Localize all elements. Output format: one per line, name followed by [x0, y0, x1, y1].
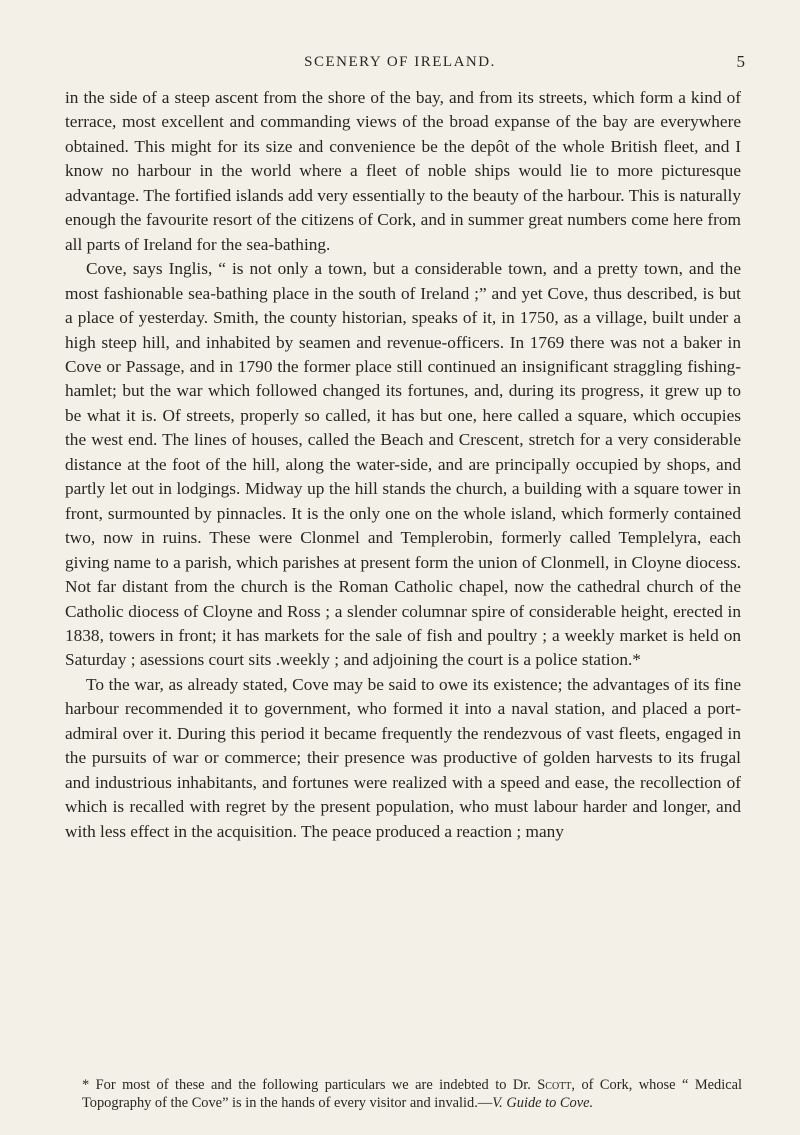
footnote-source: V. Guide to Cove.: [492, 1095, 594, 1111]
footnote-text: [82, 1076, 742, 1112]
body-text: [65, 86, 741, 844]
paragraph-1: in the side of a steep ascent from the shore of the bay, and from its streets, which form a kind of terrace, most excellent and commanding views of the broad expanse of the bay are everywhere obtained. This might for its size and convenience be the depôt of the whole British fleet, and I know no harbour in the world where a fleet of noble ships would lie to more picturesque advantage. The fortified islands add very essentially to the beauty of the harbour. This is naturally enough the favourite resort of the citizens of Cork, and in summer great numbers come here from all parts of Ireland for the sea-bathing.: [65, 88, 741, 254]
paragraph-2: Cove, says Inglis, “ is not only a town, but a considerable town, and a pretty town, and the most fashionable sea-bathing place in the south of Ireland ;” and yet Cove, thus described, is but a place of yesterday. Smith, the county historian, speaks of it, in 1750, as a village, built under a high steep hill, and inhabited by seamen and revenue-officers. In 1769 there was not a baker in Cove or Passage, and in 1790 the former place still continued an insignificant straggling fishing-hamlet; but the war which followed changed its fortunes, and, during its progress, it grew up to be what it is. Of streets, properly so called, it has but one, here called a square, which occupies the west end. The lines of houses, called the Beach and Crescent, stretch for a very considerable distance at the foot of the hill, along the water-side, and are principally occupied by shops, and partly let out in lodgings. Midway up the hill stands the church, a building with a square tower in front, surmounted by pinnacles. It is the only one on the whole island, which formerly contained two, now in ruins. These were Clonmel and Templerobin, formerly called Templelyra, each giving name to a parish, which parishes at present form the union of Clonmell, in Cloyne diocess. Not far distant from the church is the Roman Catholic chapel, now the cathedral church of the Catholic diocess of Cloyne and Ross ; a slender columnar spire of considerable height, erected in 1838, towers in front; it has markets for the sale of fish and poultry ; a weekly market is held on Saturday ; asessions court sits .weekly ; and adjoining the court is a police station.*: [65, 259, 741, 670]
footnote: [82, 1076, 742, 1112]
paragraph-3: To the war, as already stated, Cove may be said to owe its existence; the advantages of its fine harbour recommended it to government, who formed it into a naval station, and placed a port-admiral over it. During this period it became frequently the rendezvous of vast fleets, engaged in the pursuits of war or commerce; their presence was productive of golden harvests to its frugal and industrious inhabitants, and fortunes were realized with a speed and ease, the recollection of which is recalled with regret by the present population, who must labour harder and longer, and with less effect in the acquisition. The peace produced a reaction ; many: [65, 674, 741, 841]
footnote-author-name: Scott: [537, 1077, 572, 1093]
page-number: 5: [736, 52, 745, 71]
footnote-text-after-name: , of Cork, whose “ Medical Topography of the Cove” is in the hands of every visitor and invalid.—: [82, 1077, 742, 1111]
page-header: [0, 54, 800, 82]
footnote-text-before-name: * For most of these and the following particulars we are indebted to Dr.: [82, 1077, 538, 1093]
running-head: SCENERY OF IRELAND.: [304, 54, 496, 70]
